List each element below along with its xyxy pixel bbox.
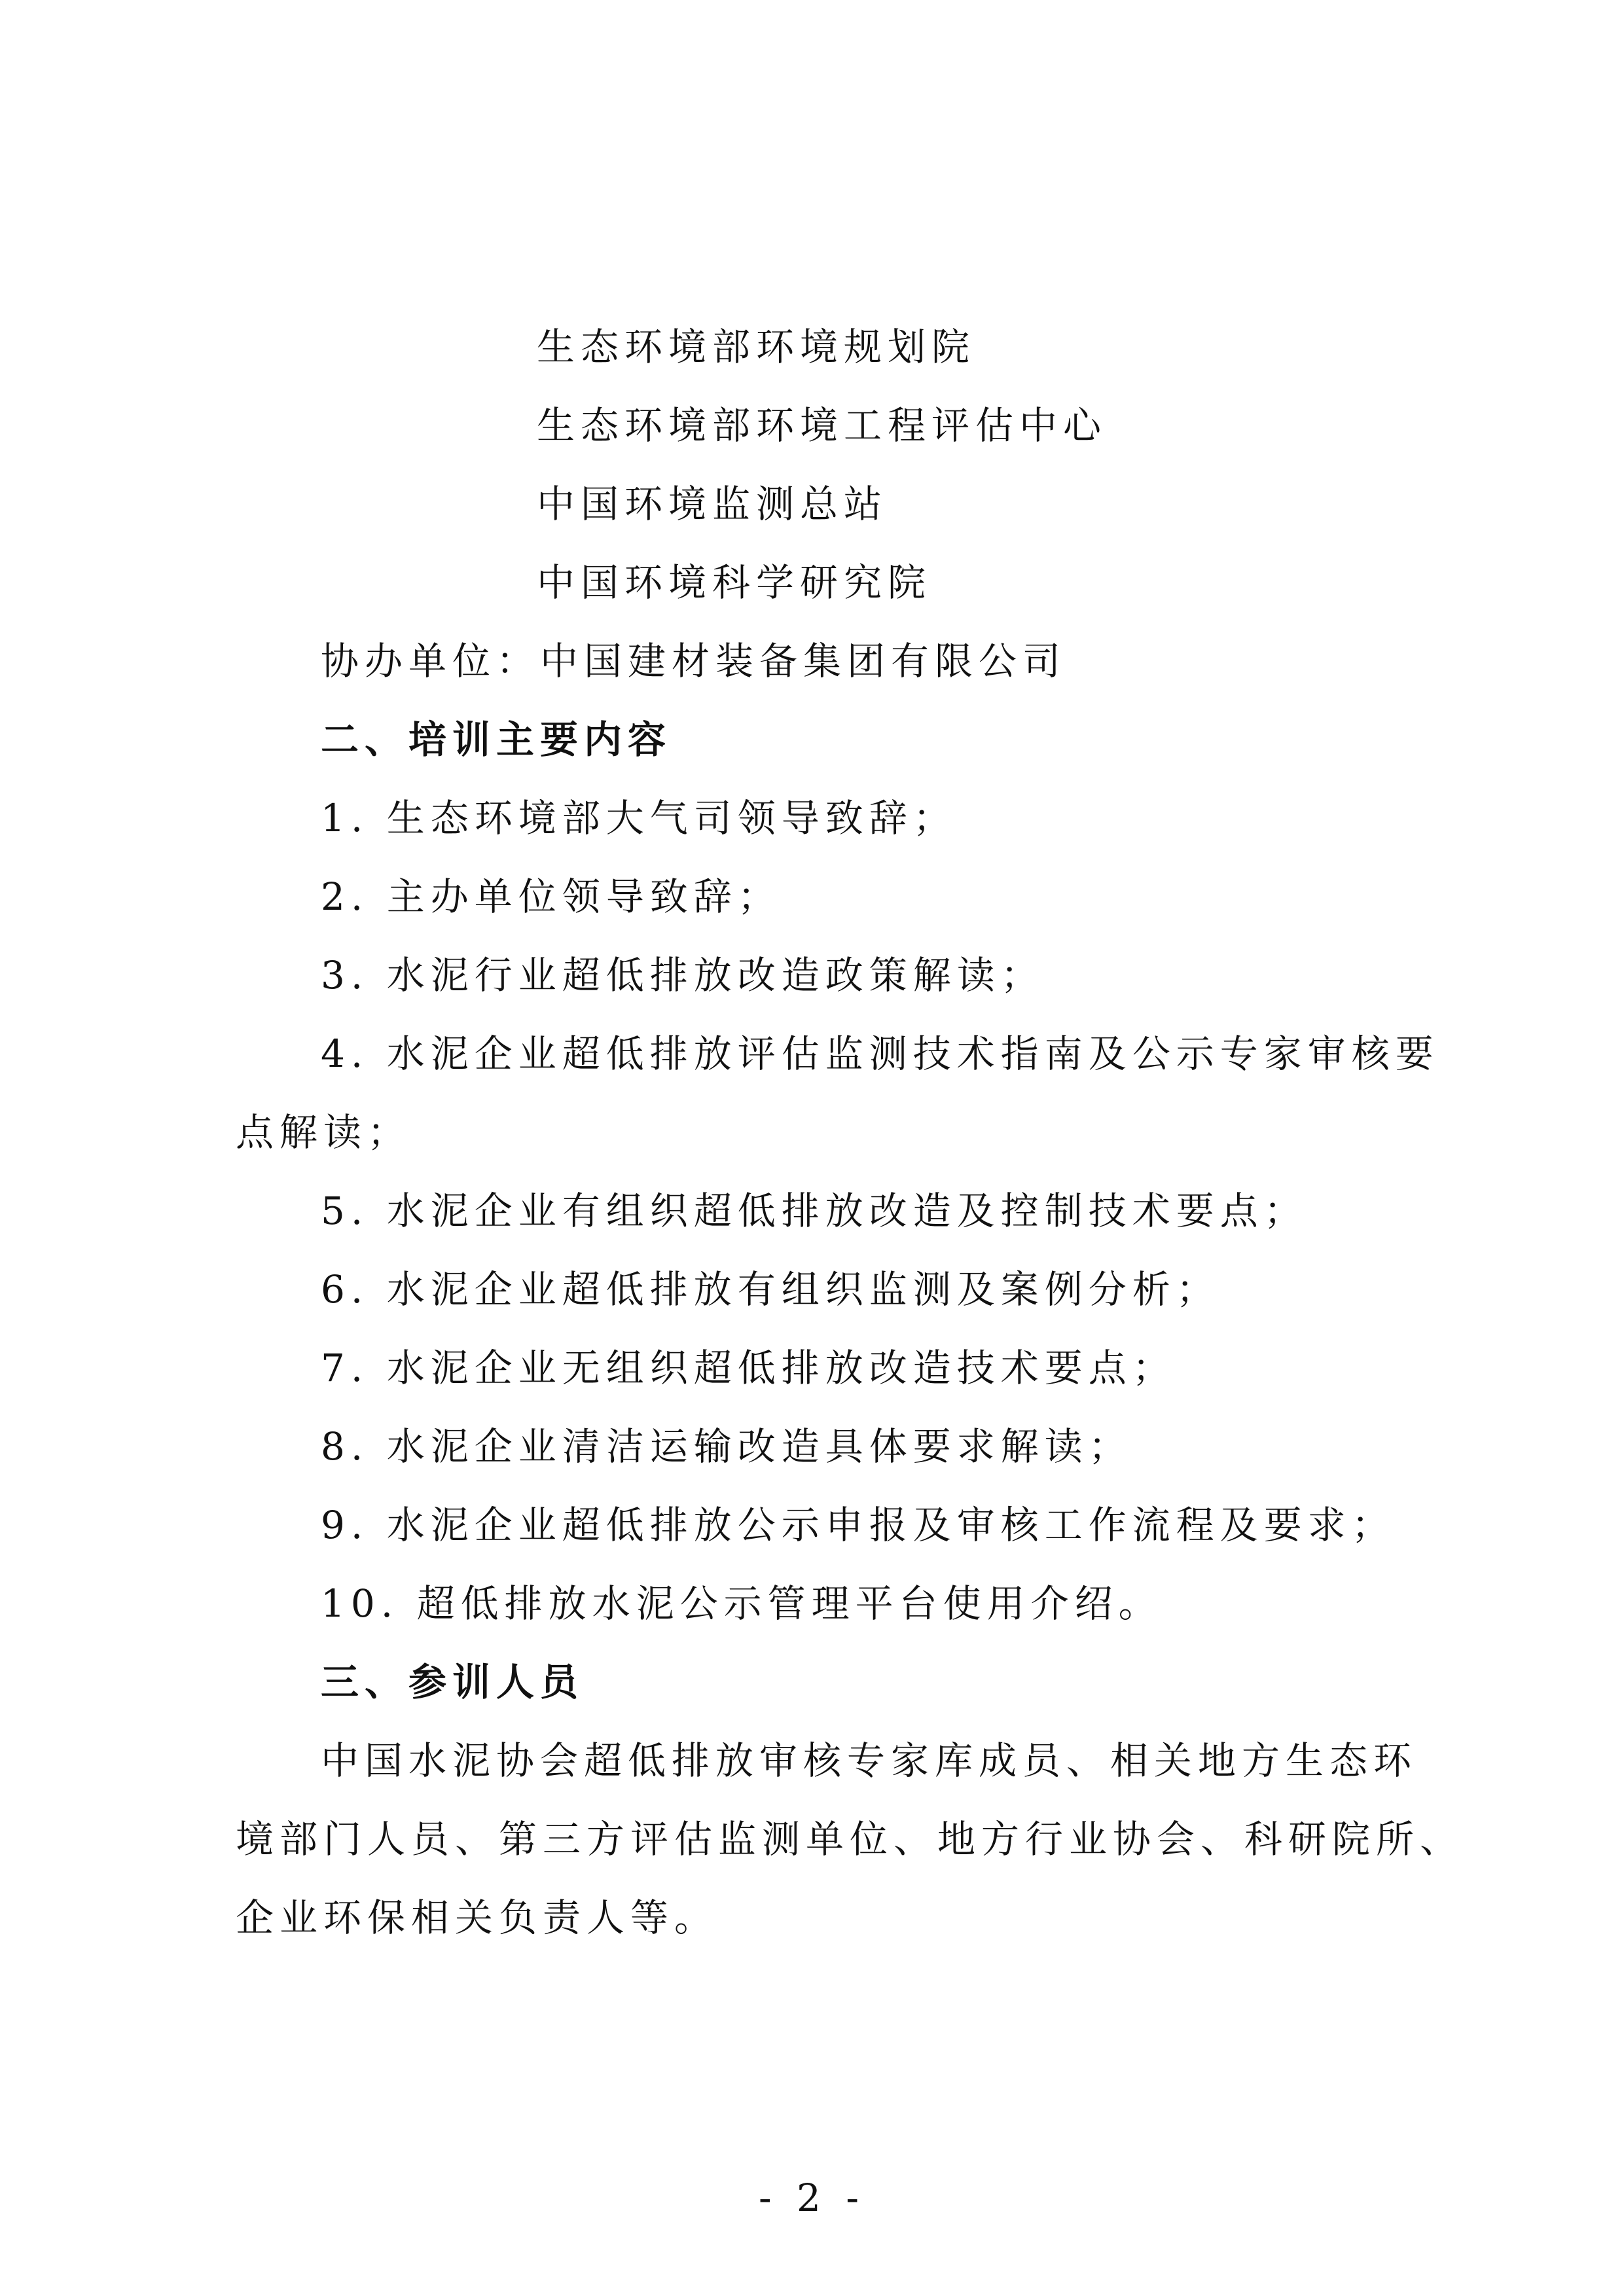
- list-item: 5. 水泥企业有组织超低排放改造及控制技术要点；: [321, 1189, 1308, 1233]
- organizer-line: 生态环境部环境工程评估中心: [537, 403, 1108, 448]
- paragraph-line: 中国水泥协会超低排放审核专家库成员、相关地方生态环: [321, 1738, 1418, 1783]
- list-item: 2. 主办单位领导致辞；: [321, 874, 782, 919]
- list-item: 8. 水泥企业清洁运输改造具体要求解读；: [321, 1424, 1132, 1469]
- organizer-line: 中国环境监测总站: [537, 482, 888, 526]
- list-item: 10. 超低排放水泥公示管理平台使用介绍。: [321, 1581, 1163, 1626]
- organizer-line: 生态环境部环境规划院: [537, 325, 976, 369]
- co-organizer-line: 协办单位：中国建材装备集团有限公司: [321, 639, 1067, 683]
- list-item: 3. 水泥行业超低排放改造政策解读；: [321, 953, 1045, 997]
- list-item: 1. 生态环境部大气司领导致辞；: [321, 796, 957, 840]
- list-item-continuation: 点解读；: [236, 1110, 412, 1155]
- section-heading: 二、培训主要内容: [321, 717, 672, 762]
- list-item: 4. 水泥企业超低排放评估监测技术指南及公示专家审核要: [321, 1031, 1439, 1076]
- section-heading: 三、参训人员: [321, 1660, 585, 1704]
- organizer-line: 中国环境科学研究院: [537, 560, 932, 605]
- list-item: 6. 水泥企业超低排放有组织监测及案例分析；: [321, 1267, 1220, 1312]
- paragraph-line: 企业环保相关负责人等。: [236, 1895, 719, 1940]
- list-item: 7. 水泥企业无组织超低排放改造技术要点；: [321, 1346, 1176, 1390]
- paragraph-line: 境部门人员、第三方评估监测单位、地方行业协会、科研院所、: [236, 1817, 1464, 1861]
- list-item: 9. 水泥企业超低排放公示申报及审核工作流程及要求；: [321, 1503, 1396, 1547]
- page-number: - 2 -: [759, 2176, 865, 2220]
